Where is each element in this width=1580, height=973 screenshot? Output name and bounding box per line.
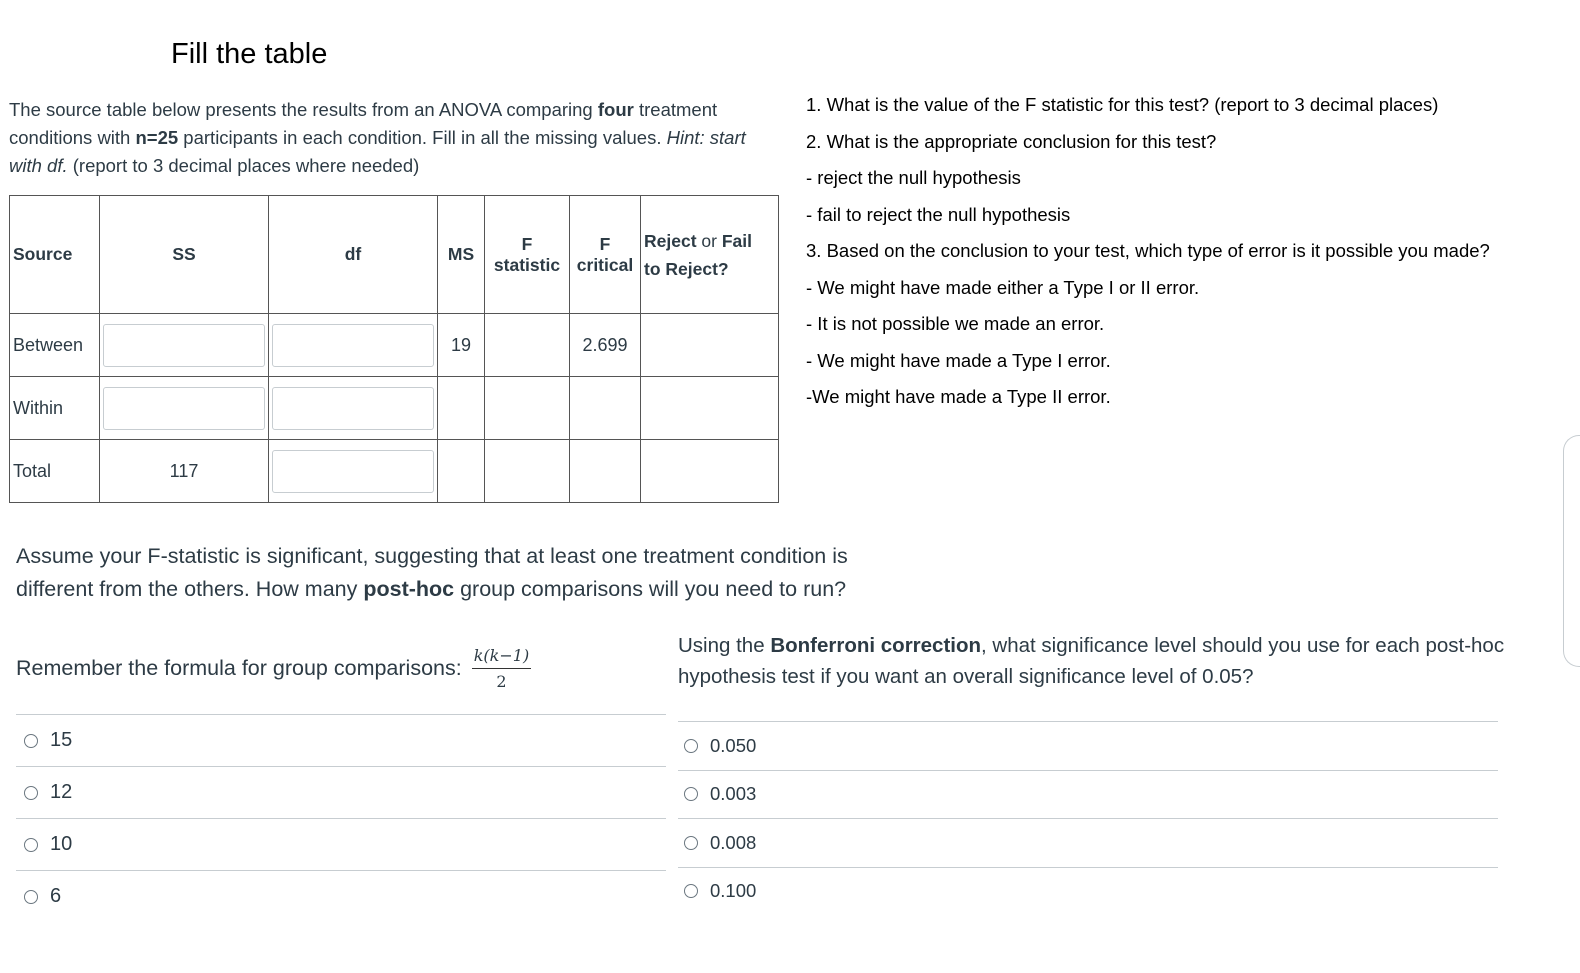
radio-icon[interactable] [24,838,38,852]
cell-reject-within [641,377,779,440]
cell-f-statistic-total [485,440,570,503]
header-reject-line2: to Reject? [644,258,729,279]
anova-source-table [9,195,779,503]
header-f-critical-line2: critical [576,254,634,275]
cell-ms-between: 19 [438,314,485,377]
cell-f-critical-within [570,377,641,440]
posthoc-option[interactable] [16,714,666,766]
option-label: 6 [50,885,62,907]
radio-icon[interactable] [684,739,698,753]
question-line: - It is not possible we made an error. [806,313,1105,334]
bonferroni-options [678,721,1498,915]
intro-part: (report to 3 decimal places where needed) [67,155,420,176]
bonferroni-question [678,630,1508,692]
radio-icon[interactable] [684,836,698,850]
cell-source-total: Total [10,440,100,503]
question-line: - reject the null hypothesis [806,167,1021,188]
cell-reject-total [641,440,779,503]
intro-part: participants in each condition. Fill in all the missing values. [178,127,667,148]
cell-ss-within [100,377,269,440]
radio-icon[interactable] [24,786,38,800]
posthoc-option[interactable] [16,818,666,870]
header-reject-line1 [644,227,778,255]
header-f-critical [570,196,641,314]
header-reject-word: Reject [644,230,697,251]
option-label: 12 [50,781,73,803]
bonferroni-option[interactable] [678,867,1498,916]
question-list [806,91,1490,420]
header-ss: SS [100,196,269,314]
formula-fraction [472,646,531,691]
table-row-within [10,377,779,440]
intro-text [9,96,769,180]
option-label: 0.003 [710,783,757,805]
input-df-between[interactable] [272,324,434,367]
header-ms: MS [438,196,485,314]
header-f-critical-line1: F [599,233,611,254]
cell-f-statistic-between [485,314,570,377]
option-label: 0.050 [710,734,757,756]
option-label: 10 [50,833,73,855]
question-line: - We might have made either a Type I or II error. [806,276,1200,298]
option-label: 0.100 [710,880,757,902]
radio-icon[interactable] [684,884,698,898]
bonferroni-option[interactable] [678,770,1498,819]
posthoc-part: group comparisons will you need to run? [454,577,847,601]
question-line: - We might have made a Type I error. [806,349,1111,371]
bonferroni-part: Using the [678,634,771,657]
intro-bold: n=25 [135,127,179,148]
cell-f-critical-between: 2.699 [570,314,641,377]
input-ss-between[interactable] [103,324,265,367]
radio-icon[interactable] [24,734,38,748]
question-line: 2. What is the appropriate conclusion for this test? [806,130,1217,152]
intro-bold: four [597,99,634,120]
header-source: Source [10,196,100,314]
table-row-between [10,314,779,377]
cell-df-total [269,440,438,503]
bonferroni-option[interactable] [678,818,1498,867]
question-line: 1. What is the value of the F statistic for this test? (report to 3 decimal places) [806,94,1439,115]
intro-part: The source table below presents the results from an ANOVA comparing [9,99,598,120]
posthoc-option[interactable] [16,766,666,818]
cell-f-critical-total [570,440,641,503]
table-row-total [10,440,779,503]
bonferroni-bold: Bonferroni correction [770,634,982,657]
input-df-total[interactable] [272,450,434,493]
option-label: 0.008 [710,831,757,853]
header-reject [641,196,779,314]
intro-part: treatment conditions with [9,99,718,148]
header-or-word: or [701,230,717,251]
cell-ss-total: 117 [100,440,269,503]
posthoc-option[interactable] [16,870,666,922]
cell-ms-within [438,377,485,440]
bonferroni-option[interactable] [678,721,1498,770]
cell-ss-between [100,314,269,377]
input-df-within[interactable] [272,387,434,430]
cell-ms-total [438,440,485,503]
formula-denominator: 2 [496,672,507,691]
question-line: - fail to reject the null hypothesis [806,203,1071,225]
bonferroni-part: , what significance level should you use for each post-hoc hypothesis test if you want an overall significance level of 0.05? [678,634,1505,688]
formula-label: Remember the formula for group comparisons: [16,656,462,680]
cell-f-statistic-within [485,377,570,440]
cell-source-within: Within [10,377,100,440]
posthoc-options [16,714,666,922]
intro-hint: Hint: start with df. [9,127,746,176]
posthoc-question [16,540,886,606]
side-panel-edge [1563,435,1580,667]
question-line: 3. Based on the conclusion to your test, which type of error is it possible you made? [806,240,1490,261]
formula-numerator: k(k−1) [472,646,531,669]
cell-df-between [269,314,438,377]
radio-icon[interactable] [684,787,698,801]
header-df: df [269,196,438,314]
header-f-statistic-line1: F [521,233,533,254]
formula-reminder [16,646,531,691]
table-header-row [10,196,779,314]
posthoc-bold: post-hoc [363,577,455,601]
header-f-statistic-line2: statistic [493,254,561,275]
question-line: -We might have made a Type II error. [806,386,1111,407]
cell-source-between: Between [10,314,100,377]
header-f-statistic [485,196,570,314]
input-ss-within[interactable] [103,387,265,430]
posthoc-part: Assume your F-statistic is significant, suggesting that at least one treatment condition is different from the others. How many [16,544,848,601]
cell-reject-between [641,314,779,377]
header-fail-word: Fail [721,230,752,251]
page-title: Fill the table [171,38,328,70]
option-label: 15 [50,729,73,751]
radio-icon[interactable] [24,890,38,904]
cell-df-within [269,377,438,440]
